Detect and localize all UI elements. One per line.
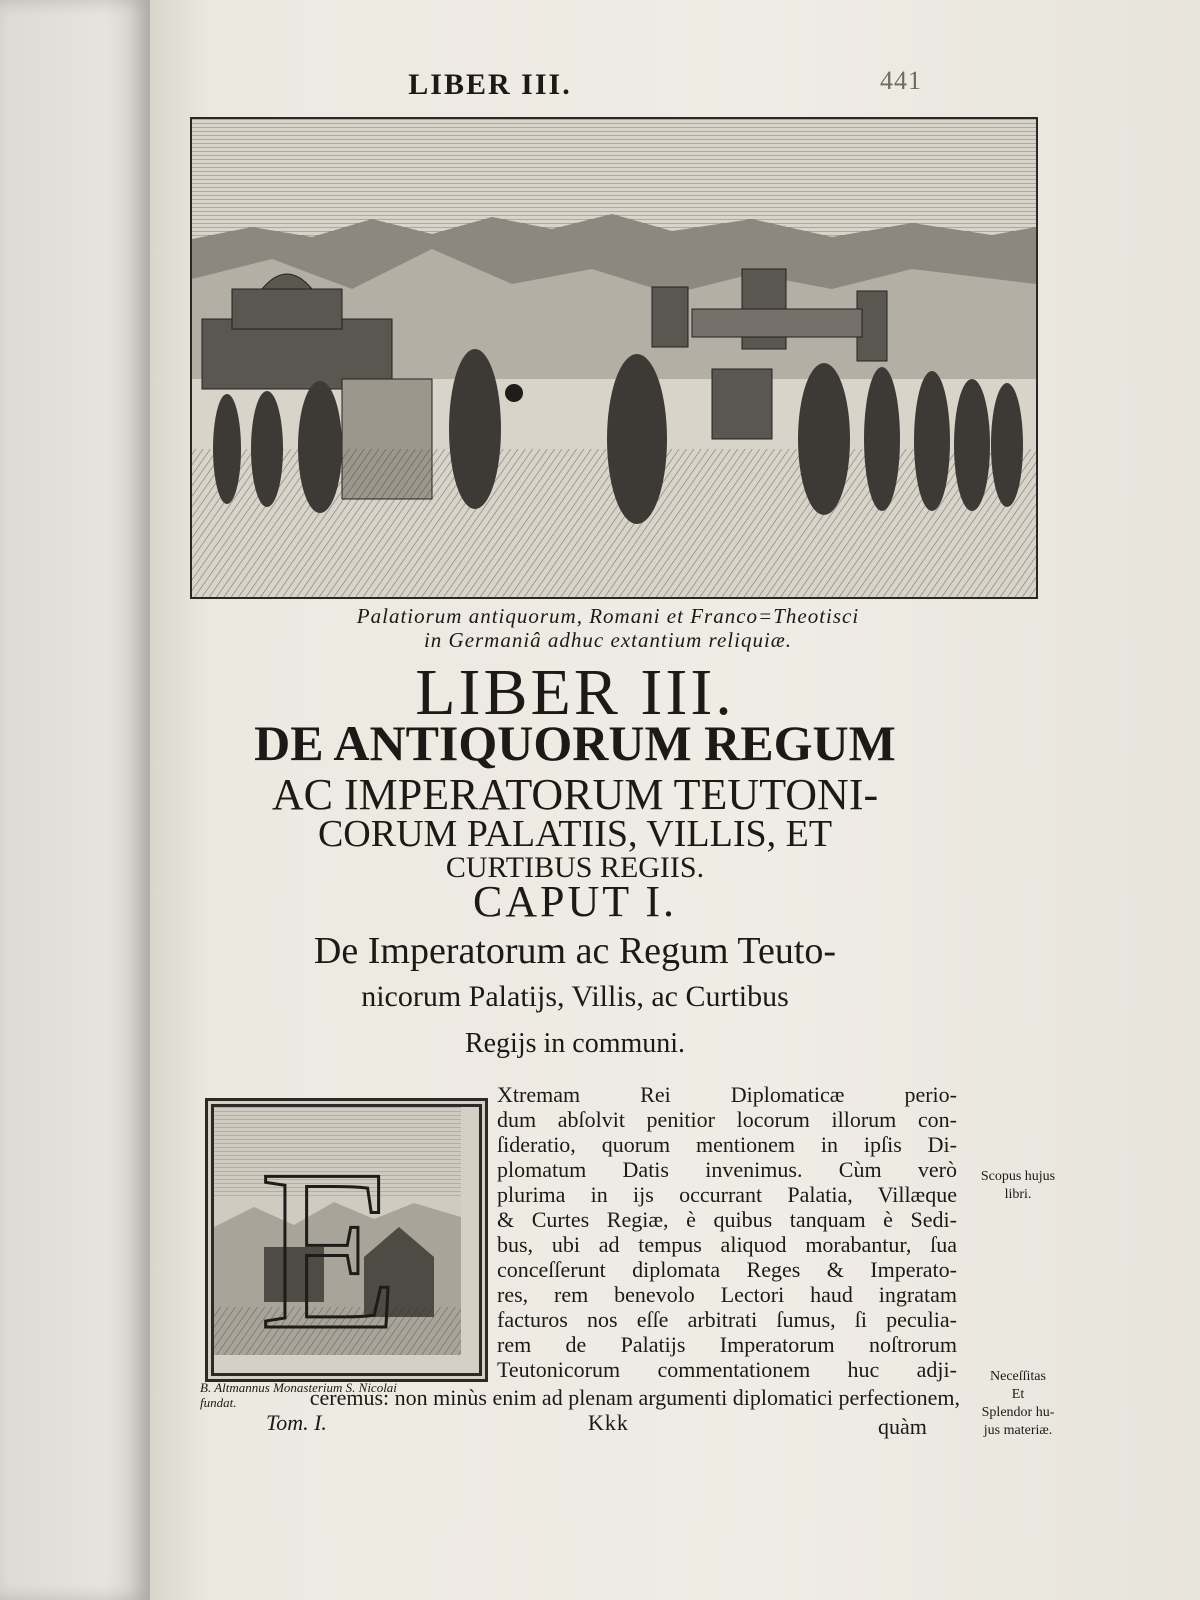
text-line: res, rem benevolo Lectori haud ingratam: [497, 1282, 957, 1307]
title-line: DE ANTIQUORUM REGUM: [254, 715, 896, 771]
marginal-note: [968, 1368, 1068, 1440]
title-line: CURTIBUS REGIIS.: [445, 851, 705, 884]
catchword: quàm: [878, 1414, 927, 1439]
body-text: [497, 1082, 957, 1382]
text-line: Xtremam Rei Diplomaticæ perio-: [497, 1082, 957, 1107]
text-line: conceſſerunt diplomata Reges & Imperato-: [497, 1257, 957, 1282]
chapter-subtitle: De Imperatorum ac Regum Teuto-: [313, 930, 837, 972]
chapter-subtitle: nicorum Palatijs, Villis, ac Curtibus: [361, 980, 789, 1013]
text-line: plomatum Datis invenimus. Cùm verò: [497, 1157, 957, 1182]
text-line: plurima in ijs occurrant Palatia, Villæque: [497, 1182, 957, 1207]
marginal-note-line: libri.: [1004, 1187, 1032, 1202]
engraving-image: [192, 119, 1036, 597]
running-head: LIBER III.: [408, 68, 572, 101]
marginal-note-line: Scopus hujus: [980, 1169, 1056, 1184]
signature-mark: Kkk: [588, 1410, 629, 1435]
initial-caption-line: fundat.: [200, 1395, 237, 1410]
facing-page: [0, 0, 150, 1600]
initial-caption-line: B. Altmannus Monasterium S. Nicolai: [200, 1380, 397, 1395]
text-line: rem de Palatijs Imperatorum noſtrorum: [497, 1332, 957, 1357]
marginal-note-line: jus materiæ.: [983, 1423, 1053, 1438]
initial-illustration: [214, 1107, 461, 1355]
tome-label: Tom. I.: [266, 1410, 327, 1435]
chapter-subtitle: Regijs in communi.: [464, 1028, 686, 1059]
page-number: 441: [880, 66, 922, 95]
initial-letter: E: [259, 1122, 400, 1355]
marginal-note: [968, 1168, 1068, 1204]
marginal-note-line: Splendor hu-: [981, 1405, 1055, 1420]
marginal-note-line: Neceſſitas: [990, 1369, 1046, 1384]
engraving-plate: [190, 117, 1038, 599]
plate-caption: [228, 604, 988, 652]
text-line: ſideratio, quorum mentionem in ipſis Di-: [497, 1132, 957, 1157]
chapter-heading: CAPUT I.: [472, 877, 678, 926]
plate-caption-line: in Germaniâ adhuc extantium reliquiæ.: [423, 628, 793, 652]
title-line: AC IMPERATORUM TEUTONI-: [271, 770, 879, 819]
text-line: bus, ubi ad tempus aliquod morabantur, ſua: [497, 1232, 957, 1257]
book-title: LIBER III.: [415, 656, 735, 729]
marginal-note-line: Et: [1011, 1387, 1025, 1402]
text-line: Teutonicorum commentationem huc adji-: [497, 1357, 957, 1382]
text-line: dum abſolvit penitior locorum illorum con-: [497, 1107, 957, 1132]
text-line: facturos nos eſſe arbitrati ſumus, ſi peculia-: [497, 1307, 957, 1332]
text-line-full: ceremus: non minùs enim ad plenam argumenti diplomatici perfectionem,: [309, 1385, 960, 1410]
text-line: & Curtes Regiæ, è quibus tanquam è Sedi-: [497, 1207, 957, 1232]
plate-caption-line: Palatiorum antiquorum, Romani et Franco=Theotisci: [356, 604, 860, 628]
title-line: CORUM PALATIIS, VILLIS, ET: [317, 813, 833, 855]
decorated-initial: [205, 1098, 488, 1382]
